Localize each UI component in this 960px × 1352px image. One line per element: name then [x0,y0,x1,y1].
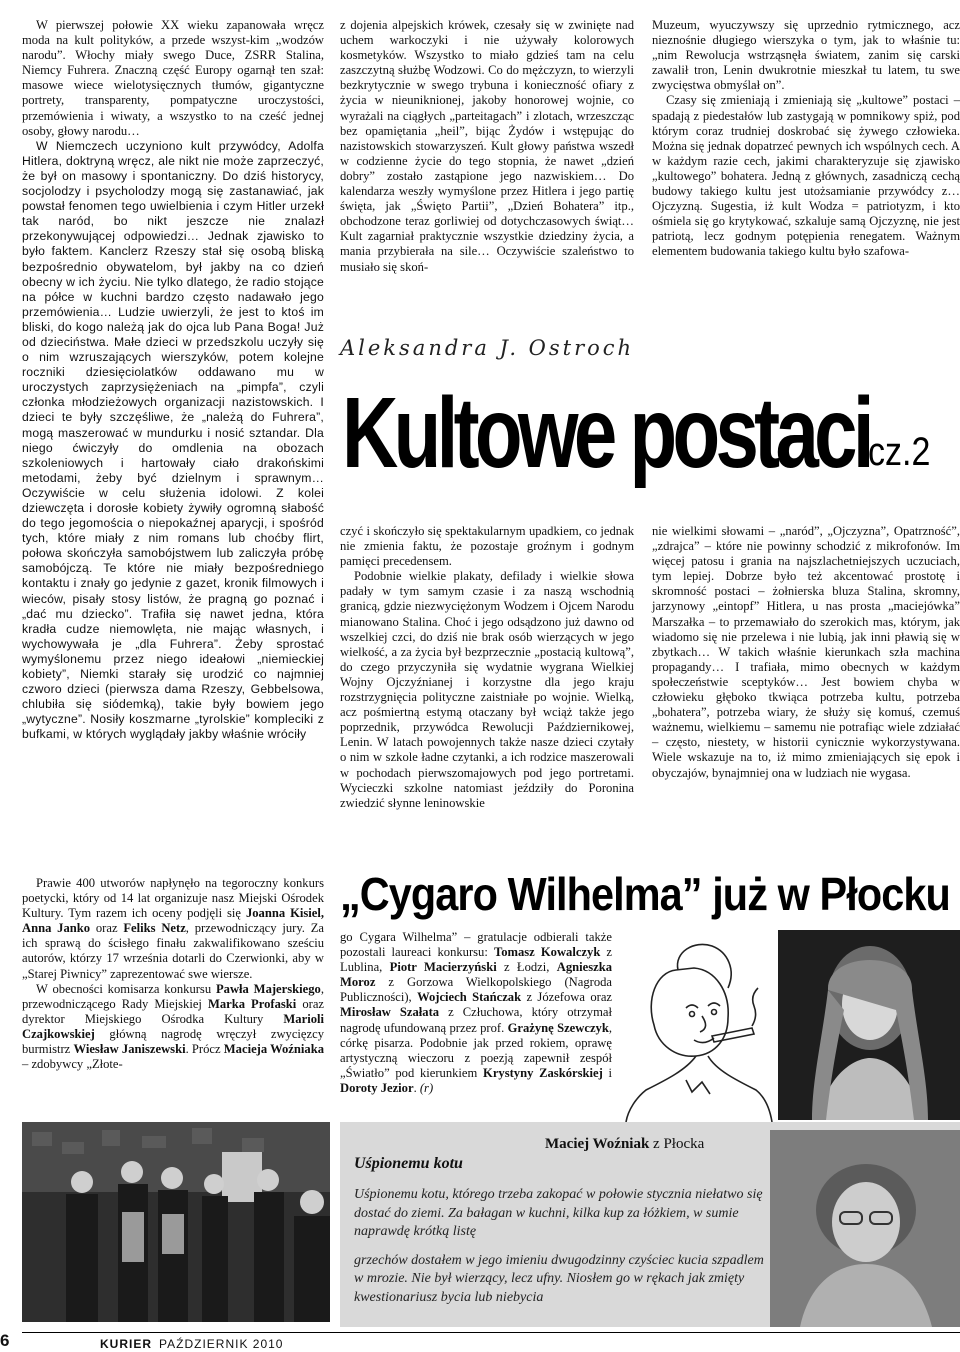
page-number: 6 [0,1331,10,1350]
footer-rule [22,1332,960,1333]
article-title: Kultowe postaci [342,377,870,489]
article-part-label: cz.2 [868,430,931,474]
group-photo-image [22,1122,330,1322]
jury-names: Joanna Kisiel, Anna Janko [22,906,325,936]
article1-col3-top-paragraph2: Czasy się zmieniają i zmieniają się „kultowe” postaci – spadają z piedestałów lub zastygają w pomnikowy spiż, pod którym coraz trudniej doskrobać się żywego człowieka. Można się jednak dopatrzeć pewnych ich wspólnych cech. A w każdym razie cech, jakimi charakteryzuje się zjawisko „kultowego” bohatera. Jedną z głównych, zasadniczą cechą budowy takiego kultu jest utożsamianie przywódcy z… Ojczyzną. Sugestia, iż kult Wodza = patriotyzm, i kto ośmiela się go krytykować, szkaluje samą Ojczyznę, nie jest patriotą, lecz godnym potępienia renegatem. Ważnym elementem budowania takiego kultu było szafowa- [652,93,960,259]
person-name: Grażynę Szewczyk [507,1020,609,1035]
article1-col1-paragraph2: W Niemczech uczyniono kult przywódcy, Adolfa Hitlera, doktryną wręcz, ale nikt nie może zaprzeczyć, że był on masowy i spontaniczny. Do dziś historycy, socjolodzy i psycholodzy mogą się zastanawiać, jak powstał fenomen tego uwielbienia i czym Hitler urzekł tak naród, bo nikt jeszcze nie znalazł przekonywującej odpowiedzi… Jednak zjawisko to było faktem. Kanclerz Rzeszy stał się osobą bliską bezpośrednio obywatelom, był jakby na co dzień obecny w ich życiu. Nie tylko dlatego, że radio stojące na półce w kuchni bardzo często nadawało jego przemówienia… Ludzie uwierzyli, że jest to ktoś im bliski, do kogo należą jak do ojca lub Pana Boga! Już od dzieciństwa. Małe dzieci w przedszkolu uczyły się o nim wzruszających wierszyków, potem kolejne roczniki dziesięciolatków oddawano mu w uroczystych zaprzysiężeniach na „pimpfa”, czyli członka młodzieżowych organizacji nazistowskich. I dzieci te były szczęśliwe, że „należą do Fuhrera”, mogą maszerować w mundurku i nosić sztandar. Dla niego ćwiczyły do omdlenia na obozach szkoleniowych i hartowały ciało drakońskimi metodami, żeby być dzielnym i sprawnym… Oczywiście w celu służenia idolowi. Z kolei dziewczęta i dorosłe kobiety żywiły ogromną słabość do tego jegomościa o niepokaźnej aparycji, i spośród tych, które miały z nim romans lub choćby flirt, połowa skończyła samobójstwem lub zaliczyła próbę samobójczą. Te które nie miały bezpośredniego kontaktu i znały go jedynie z gazet, kronik filmowych i wieców, pisały stosy listów, że pragną go poznać i „dać mu dziecko”. Trafiła się nawet jedna, która kradła cudze niemowlęta, nie mając własnych, i wychowywała je „dla Fuhrera”. Żeby sprostać wymyślonemu przez niego ideałowi „niemieckiej kobiety”, Niemki starały się urodzić co najmniej czworo dzieci (pierwsza dama Rzeszy, Gebbelsowa, chlubiła się siódemką), takie były bowiem jego „wytyczne”. Nosiły koszmarne „tyrolskie” kompleciki z bufkami, w których wyglądały jakby właśnie wróciły [22,138,324,742]
article1-col3-top-paragraph1: Muzeum, wyuczywszy się uprzednio rytmicznego, acz nieznośnie długiego wierszyka o tym, jak to właśnie tu: „nim Rewolucja wstrząsnęła światem, zanim się carski zawalił tron, Lenin dwukrotnie mieszkał tu latem, tu swe zwycięstwa obmyślał on”. [652,18,960,93]
caricature-illustration [616,930,774,1122]
poem-title: Uśpionemu kotu [354,1155,463,1172]
article2-headline: „Cygaro Wilhelma” już w Płocku [340,868,950,920]
poet-name: Maciej Woźniak [545,1136,650,1152]
article1-col3-bottom-text: nie wielkimi słowami – „naród”, „Ojczyzna”, Opatrzność”, „zdrajca” – które nie powinny schodzić z mikrofonów. Im więcej patosu i grania na najszlachetniejszych uczuciach, tym lepiej. Dobrze było też akcentować prostotę i skromność postaci – żołnierska bluza Stalina, skromny, jarzynowy „eintopf” Hitlera, u nas prosta „maciejówka” Marszałka – to przemawiało do szerokich mas, którym, jak wiadomo się nie przelewa i nie lubią, jak inni pławią się w zbytkach… W takich właśnie kierunkach szła machina propagandy… I trafiała, mimo obecnych w każdym społeczeństwie sceptyków… Jest bowiem chyba w człowieku głęboko tkwiąca potrzeba kultu, potrzeba „bohatera”, potrzeba wiary, że służy się komuś, czemuś ważnemu, wielkiemu – samemu nie potrafiąc wiele zdziałać – często, niestety, w historii cynicznie wykorzystywana. Wiele wskazuje na to, iż mimo zmieniających się epok i obyczajów, bynajmniej ona w ludziach nie wygasa. [652,524,960,780]
poem-stanza1: Uśpionemu kotu, którego trzeba zakopać w połowie stycznia niełatwo się dostać do ziemi. Za bałagan w kuchni, kilka kup za łóżkiem, w sumie naprawdę krótką listę [354,1187,763,1239]
laureate-photo-image [778,930,960,1120]
text-run: i [602,1065,613,1080]
article1-column2-top [340,18,634,275]
article2-left-paragraph1 [22,876,324,982]
laureate-name: Piotr Macierzyński [389,960,497,975]
text-run: z Gorzowa Wielkopolskiego (Nagroda Publiczności), [340,975,612,1005]
article1-column2-bottom [340,524,634,811]
text-run: – zdobywcy „Złote- [22,1057,123,1072]
text-run: oraz [90,921,124,936]
laureate-name: Wojciech Stańczak [417,990,522,1005]
poem-stanza2: grzechów dostałem w jego imieniu dwugodzinny czyściec kucia szpadlem w mrozie. Nie był wierzący, lecz ufny. Niosłem go w rękach jak zmięty kwestionariusz bycia lub niebycia [354,1252,764,1305]
issue-date: PAŹDZIERNIK 2010 [159,1337,284,1351]
article1-column1 [22,18,324,743]
text-run: z Lublina, [340,945,613,975]
person-name: Krystyny Zaskórskiej [483,1065,603,1080]
article1-col2-bottom-paragraph1: czyć i skończyło się spektakularnym upadkiem, co jednak nie zmienia faktu, że pozostaje groźnym i godnym pamięci precedensem. [340,524,634,569]
person-name: Doroty Jezior [340,1080,414,1095]
text-run: z Łodzi, [496,960,557,975]
person-name: Macieja Woźniaka [223,1042,324,1057]
author-signature: (r) [419,1080,434,1095]
text-run: go Cygara Wilhelma” – gratulacje odbierali także pozostali laureaci konkursu: [340,930,612,960]
poem-text [354,1186,764,1317]
text-run: z Józefowa oraz [521,990,612,1005]
poet-city: z Płocka [649,1136,705,1152]
poem-author [545,1136,704,1153]
article2-right-paragraph [340,930,612,1096]
article1-col2-bottom-paragraph2: Podobnie wielkie plakaty, defilady i wielkie słowa padały w tym samym czasie i za naszą wschodnią granicą, gdzie niezwyciężonym Wodzem i Ojcem Narodu mianowano Stalina. Choć i jego odsądzono już dawno od wszelkiej czci, do dziś nie brak osób wierzących w jego wielkość, a za życia był bezprzecznie „postacią kultową”, do czego przyczyniła się wydatnie wygrana Wielkiej Wojny Ojczyźnianej i korzystne dla jego kraju rozstrzygnięcia polityczne zaistniałe po wojnie. Wielką, acz pośmiertną estymą otaczany był wciąż także jego poprzednik, przywódca Rewolucji Październikowej, Lenin. W latach powojennych także nasze dzieci czytały o nim w szkole ładne czytanki, a ich rodzice maszerowali w pochodach pierwszomajowych pod jego portretami. Wycieczki szkolne natomiast jeździły do Poronina zwiedzić słynne leninowskie [340,569,634,810]
poet-photo [770,1130,960,1327]
text-run: , córkę pisarza. Podobnie jak przed rokiem, oprawę artystyczną wieczoru z poezją zapewnił zespół „Światło” pod kierunkiem [340,1020,612,1080]
person-name: Marka Profaski [207,996,297,1011]
article2-right-column [340,930,612,1096]
group-photo [22,1122,330,1322]
poet-photo-image [770,1130,960,1327]
text-run: Prawie 400 utworów napłynęło na tegoroczny konkurs poetycki, który od 14 lat organizuje nasz Miejski Ośrodek Kultury. Tym razem ich oceny podjęli się [22,876,324,921]
person-name: Pawła Majerskiego [215,981,321,996]
jury-chair-name: Feliks Netz [123,921,186,936]
article-author: Aleksandra J. Ostroch [340,336,635,360]
article2-left-paragraph2 [22,982,324,1073]
text-run: główną nagrodę wręczył zwycięzcy burmistrz [22,1026,324,1057]
article1-column3-bottom [652,524,960,781]
publication-name: KURIER [100,1337,153,1351]
text-run: , przewodniczący jury. Za ich sprawą do ścisłego finału zakwalifikowano sześciu autorów, którzy 17 września dotarli do Czerwionki, aby w „Starej Piwnicy” zaprezentować swe wiersze. [22,921,325,981]
laureate-name: Agnieszka Moroz [340,960,612,990]
article1-column3-top [652,18,960,260]
text-run: oraz dyrektor Miejskiego Ośrodka Kultury [22,996,324,1026]
caricature-drawing [616,930,774,1122]
text-run: z Człuchowa, który otrzymał nagrodę ufundowaną przez prof. [340,1005,612,1035]
article2-left-column [22,876,324,1072]
laureate-name: Tomasz Kowalczyk [493,945,601,960]
article1-col2-top-text: z dojenia alpejskich krówek, czesały się w zwinięte nad uchem warkoczyki i nie używały kolorowych kosmetyków. Wszystko to miało gdzieś tam na celu zaszczytną służbę Wodzowi. Co do mężczyzn, to wierzyli bezkrytycznie w swego trybuna i konieczność ofiary z życia w nieuniknionej, jakoby honorowej wojnie, co wyrażali na ciągłych „parteitagach” i zlotach, wrzeszcząc bez opamiętania „heil”, bijąc Żydów i wstępując do nazistowskich stowarzyszeń. Kult głowy państwa wszedł w codzienne życie do tego stopnia, że nawet „dzień dobry” zostało zastąpione jego nazwiskiem… Do kalendarza weszły wymyślone przez Hitlera i jego partię święta, jak „Święto Partii”, „Dzień Bohatera” itp., obchodzone teraz gorliwiej od dotychczasowych świąt… Kult zagarniał praktycznie wszystkie dziedziny życia, a mania przybierała na sile… Oczywiście szaleństwo to musiało się skoń- [340,18,634,274]
person-name: Marioli Czajkowskiej [22,1011,324,1041]
text-run: . Prócz [185,1042,224,1057]
laureate-photo [778,930,960,1120]
laureate-name: Mirosław Szałata [340,1005,440,1020]
person-name: Wiesław Janiszewski [73,1042,186,1057]
text-run: . [413,1080,420,1095]
article1-col1-paragraph1: W pierwszej połowie XX wieku zapanowała wręcz moda na kult polityków, a przede wszyst-kim „wodzów narodu”. Włochy miały swego Duce, ZSRR Stalina, Niemcy Fuhrera. Znaczną część Europy ogarnął ten szał: masowe wiece wielotysięcznych tłumów, gigantyczne portrety, transparenty, pompatyczne uroczystości, przemówienia i wiwaty, a wszystko to na cześć jednej osoby, głowy narodu… [22,18,324,138]
text-run: , przewodniczącego Rady Miejskiej [22,981,324,1011]
text-run: W obecności komisarza konkursu [36,981,216,996]
